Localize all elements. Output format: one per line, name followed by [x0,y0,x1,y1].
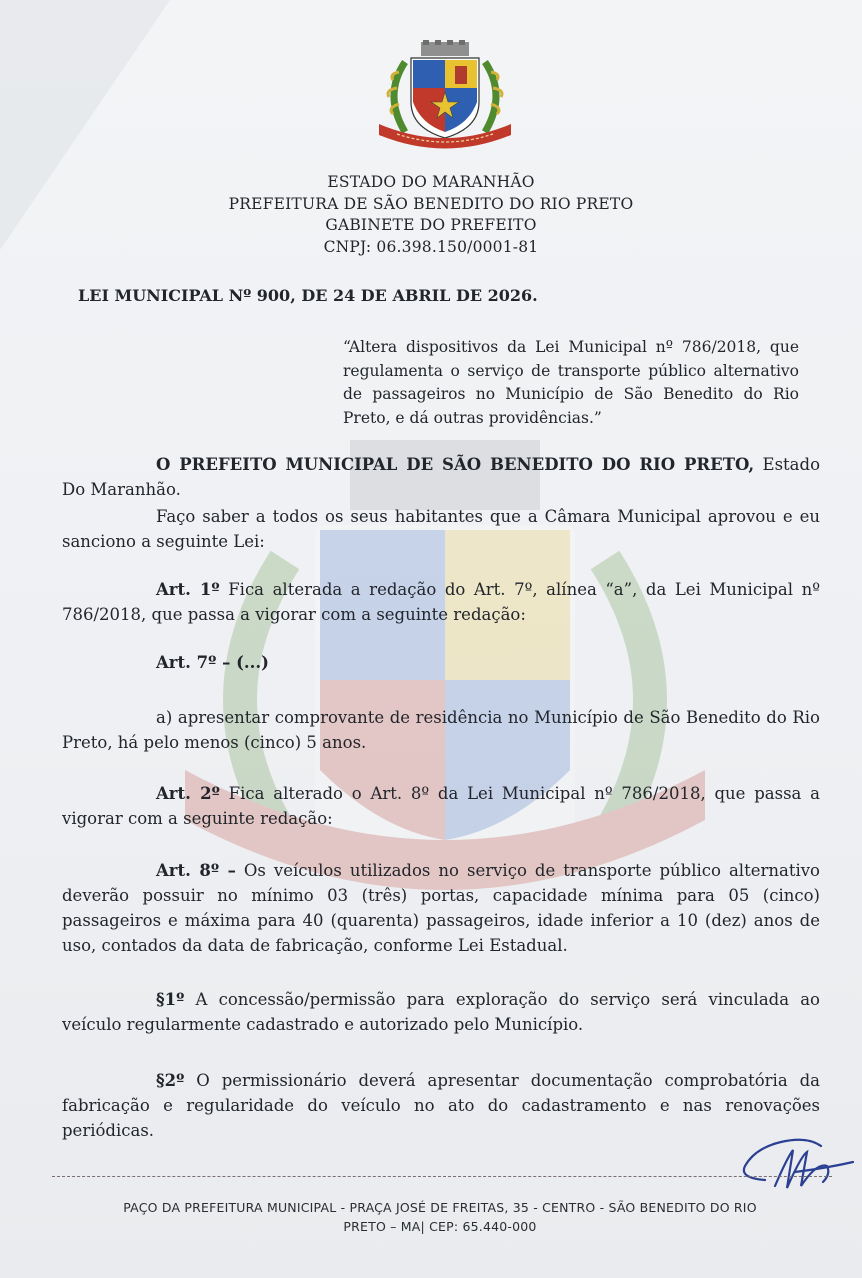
article-1-text: Fica alterada a redação do Art. 7º, alínea “a”, da Lei Municipal nº 786/2018, que passa a vigorar com a seguinte redação: [62,580,820,624]
article-7-label: Art. 7º – (...) [156,653,269,672]
office-name: GABINETE DO PREFEITO [325,216,537,234]
mayor-title-rest: Estado Do Maranhão. [62,455,820,499]
article-8-label: Art. 8º – [156,861,236,880]
paragraph-2-label: §2º [156,1071,185,1090]
footer-address-line-2: PRETO – MA| CEP: 65.440-000 [343,1219,537,1234]
state-name: ESTADO DO MARANHÃO [327,173,535,191]
cnpj: CNPJ: 06.398.150/0001-81 [323,237,539,256]
article-7-item-a [62,705,820,755]
paragraph-1-text: A concessão/permissão para exploração do serviço será vinculada ao veículo regularmente cadastrado e autorizado pelo Município. [62,990,820,1034]
handwritten-signature-icon [735,1128,855,1206]
footer-divider [52,1176,832,1177]
article-1-label: Art. 1º [156,580,220,599]
article-1 [62,577,820,627]
preamble-paragraph [62,452,820,502]
document-footer [30,1198,850,1236]
article-7-item-a-text: a) apresentar comprovante de residência no Município de São Benedito do Rio Preto, há pelo menos (cinco) 5 anos. [62,708,820,752]
paragraph-1-label: §1º [156,990,185,1009]
footer-address-line-1: PAÇO DA PREFEITURA MUNICIPAL - PRAÇA JOSÉ DE FREITAS, 35 - CENTRO - SÃO BENEDITO DO RIO [123,1200,757,1215]
enactment-paragraph [62,504,820,554]
law-summary: “Altera dispositivos da Lei Municipal nº 786/2018, que regulamenta o serviço de transporte público alternativo de passageiros no Município de São Benedito do Rio Preto, e dá outras providências.” [343,338,799,427]
city-hall-name: PREFEITURA DE SÃO BENEDITO DO RIO PRETO [228,194,634,213]
article-2-label: Art. 2º [156,784,220,803]
article-8-text: Os veículos utilizados no serviço de transporte público alternativo deverão possuir no mínimo 03 (três) portas, capacidade mínima para 05 (cinco) passageiros e máxima para 40 (quarenta) passageiros, idade inferior a 10 (dez) anos de uso, contados da data de fabricação, conforme Lei Estadual. [62,861,820,955]
paragraph-1 [62,987,820,1037]
mayor-title: O PREFEITO MUNICIPAL DE SÃO BENEDITO DO RIO PRETO, [156,455,755,474]
paragraph-2 [62,1068,820,1143]
article-7-heading [62,650,820,675]
paragraph-2-text: O permissionário deverá apresentar documentação comprobatória da fabricação e regularidade do veículo no ato do cadastramento e nas renovações periódicas. [62,1071,820,1140]
article-2-text: Fica alterado o Art. 8º da Lei Municipal nº 786/2018, que passa a vigorar com a seguinte redação: [62,784,820,828]
article-8 [62,858,820,958]
enactment-text: Faço saber a todos os seus habitantes que a Câmara Municipal aprovou e eu sanciono a seguinte Lei: [62,507,820,551]
article-2 [62,781,820,831]
document-header [0,172,862,258]
law-title: LEI MUNICIPAL Nº 900, DE 24 DE ABRIL DE 2026. [78,286,538,305]
municipal-coat-of-arms-icon [375,40,515,150]
